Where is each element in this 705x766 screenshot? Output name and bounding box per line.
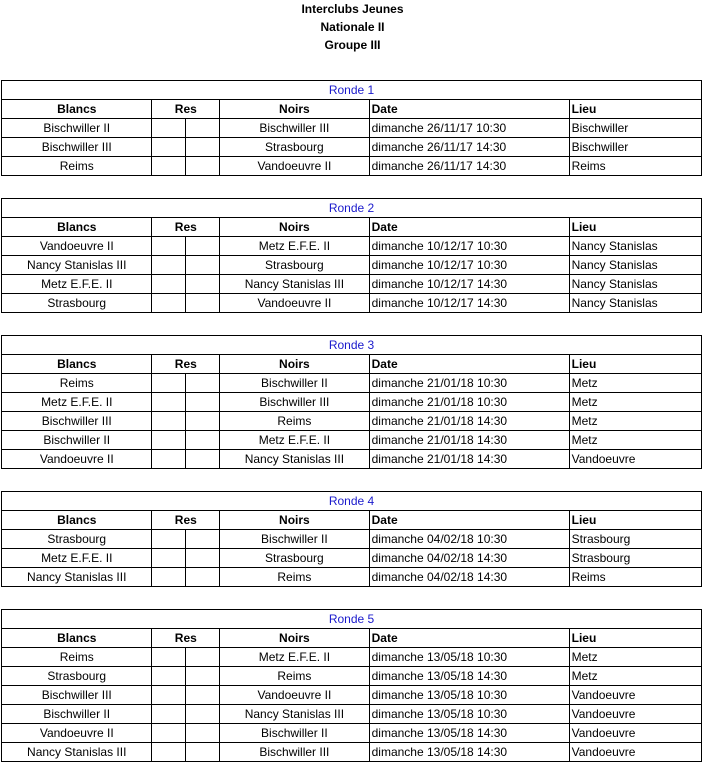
result-black bbox=[185, 568, 219, 587]
white-team: Vandoeuvre II bbox=[2, 724, 152, 743]
header-group: Groupe III bbox=[324, 38, 381, 52]
col-lieu: Lieu bbox=[569, 100, 701, 119]
match-row bbox=[2, 705, 702, 724]
match-venue: Strasbourg bbox=[569, 530, 701, 549]
black-team: Metz E.F.E. II bbox=[220, 648, 369, 667]
header-title: Interclubs Jeunes bbox=[301, 2, 404, 16]
result-black bbox=[185, 705, 219, 724]
match-row bbox=[2, 743, 702, 762]
col-res: Res bbox=[152, 355, 220, 374]
round-title-row bbox=[2, 492, 702, 511]
match-venue: Vandoeuvre bbox=[569, 705, 701, 724]
match-row bbox=[2, 138, 702, 157]
result-white bbox=[152, 393, 185, 412]
result-black bbox=[185, 374, 219, 393]
col-noirs: Noirs bbox=[220, 629, 369, 648]
match-row bbox=[2, 294, 702, 313]
result-white bbox=[152, 648, 185, 667]
result-white bbox=[152, 549, 185, 568]
match-date: dimanche 10/12/17 14:30 bbox=[369, 294, 569, 313]
col-res: Res bbox=[152, 629, 220, 648]
match-date: dimanche 21/01/18 10:30 bbox=[369, 393, 569, 412]
col-res: Res bbox=[152, 100, 220, 119]
match-venue: Vandoeuvre bbox=[569, 450, 701, 469]
white-team: Reims bbox=[2, 648, 152, 667]
result-white bbox=[152, 275, 185, 294]
match-venue: Nancy Stanislas bbox=[569, 294, 701, 313]
black-team: Metz E.F.E. II bbox=[220, 431, 369, 450]
schedule-table bbox=[1, 198, 702, 313]
match-row bbox=[2, 450, 702, 469]
column-header-row bbox=[2, 355, 702, 374]
white-team: Bischwiller II bbox=[2, 705, 152, 724]
col-blancs: Blancs bbox=[2, 511, 152, 530]
round-title-row bbox=[2, 610, 702, 629]
white-team: Bischwiller III bbox=[2, 686, 152, 705]
column-header-row bbox=[2, 511, 702, 530]
result-white bbox=[152, 294, 185, 313]
match-venue: Metz bbox=[569, 393, 701, 412]
white-team: Metz E.F.E. II bbox=[2, 393, 152, 412]
match-row bbox=[2, 724, 702, 743]
match-row bbox=[2, 530, 702, 549]
result-black bbox=[185, 138, 219, 157]
col-blancs: Blancs bbox=[2, 629, 152, 648]
result-black bbox=[185, 450, 219, 469]
result-black bbox=[185, 393, 219, 412]
white-team: Bischwiller II bbox=[2, 119, 152, 138]
result-white bbox=[152, 743, 185, 762]
result-black bbox=[185, 237, 219, 256]
col-blancs: Blancs bbox=[2, 218, 152, 237]
match-date: dimanche 21/01/18 14:30 bbox=[369, 412, 569, 431]
match-venue: Nancy Stanislas bbox=[569, 256, 701, 275]
round-5-table bbox=[1, 609, 702, 762]
col-lieu: Lieu bbox=[569, 511, 701, 530]
match-date: dimanche 21/01/18 14:30 bbox=[369, 431, 569, 450]
white-team: Metz E.F.E. II bbox=[2, 549, 152, 568]
black-team: Bischwiller III bbox=[220, 743, 369, 762]
match-date: dimanche 13/05/18 10:30 bbox=[369, 648, 569, 667]
result-black bbox=[185, 686, 219, 705]
match-venue: Nancy Stanislas bbox=[569, 237, 701, 256]
result-black bbox=[185, 530, 219, 549]
result-white bbox=[152, 705, 185, 724]
match-row bbox=[2, 568, 702, 587]
result-white bbox=[152, 374, 185, 393]
result-white bbox=[152, 412, 185, 431]
col-blancs: Blancs bbox=[2, 100, 152, 119]
result-white bbox=[152, 138, 185, 157]
column-header-row bbox=[2, 100, 702, 119]
col-date: Date bbox=[369, 100, 569, 119]
match-row bbox=[2, 119, 702, 138]
result-white bbox=[152, 450, 185, 469]
round-4-table bbox=[1, 491, 702, 587]
result-black bbox=[185, 157, 219, 176]
match-date: dimanche 13/05/18 14:30 bbox=[369, 743, 569, 762]
white-team: Metz E.F.E. II bbox=[2, 275, 152, 294]
white-team: Reims bbox=[2, 157, 152, 176]
result-white bbox=[152, 431, 185, 450]
col-date: Date bbox=[369, 355, 569, 374]
result-black bbox=[185, 294, 219, 313]
white-team: Strasbourg bbox=[2, 667, 152, 686]
white-team: Nancy Stanislas III bbox=[2, 256, 152, 275]
round-1-table bbox=[1, 80, 702, 176]
match-venue: Vandoeuvre bbox=[569, 743, 701, 762]
match-date: dimanche 10/12/17 14:30 bbox=[369, 275, 569, 294]
col-res: Res bbox=[152, 218, 220, 237]
round-title: Ronde 3 bbox=[2, 336, 702, 355]
result-black bbox=[185, 724, 219, 743]
schedule-table bbox=[1, 80, 702, 176]
white-team: Bischwiller II bbox=[2, 431, 152, 450]
round-title: Ronde 2 bbox=[2, 199, 702, 218]
result-black bbox=[185, 412, 219, 431]
col-noirs: Noirs bbox=[220, 218, 369, 237]
col-lieu: Lieu bbox=[569, 355, 701, 374]
white-team: Bischwiller III bbox=[2, 138, 152, 157]
col-noirs: Noirs bbox=[220, 100, 369, 119]
match-date: dimanche 21/01/18 10:30 bbox=[369, 374, 569, 393]
black-team: Nancy Stanislas III bbox=[220, 705, 369, 724]
match-date: dimanche 04/02/18 14:30 bbox=[369, 568, 569, 587]
match-date: dimanche 26/11/17 10:30 bbox=[369, 119, 569, 138]
result-black bbox=[185, 743, 219, 762]
result-white bbox=[152, 568, 185, 587]
col-blancs: Blancs bbox=[2, 355, 152, 374]
col-res: Res bbox=[152, 511, 220, 530]
result-black bbox=[185, 667, 219, 686]
col-date: Date bbox=[369, 511, 569, 530]
column-header-row bbox=[2, 218, 702, 237]
page-header bbox=[0, 0, 705, 54]
white-team: Bischwiller III bbox=[2, 412, 152, 431]
match-venue: Metz bbox=[569, 667, 701, 686]
black-team: Nancy Stanislas III bbox=[220, 275, 369, 294]
black-team: Vandoeuvre II bbox=[220, 294, 369, 313]
black-team: Bischwiller III bbox=[220, 393, 369, 412]
match-venue: Bischwiller bbox=[569, 119, 701, 138]
black-team: Bischwiller II bbox=[220, 374, 369, 393]
white-team: Strasbourg bbox=[2, 530, 152, 549]
match-date: dimanche 26/11/17 14:30 bbox=[369, 138, 569, 157]
match-row bbox=[2, 549, 702, 568]
match-venue: Metz bbox=[569, 374, 701, 393]
result-white bbox=[152, 237, 185, 256]
col-date: Date bbox=[369, 218, 569, 237]
schedule-table bbox=[1, 335, 702, 469]
result-white bbox=[152, 256, 185, 275]
match-row bbox=[2, 157, 702, 176]
match-venue: Metz bbox=[569, 431, 701, 450]
schedule-table bbox=[1, 609, 702, 762]
match-venue: Reims bbox=[569, 157, 701, 176]
match-date: dimanche 04/02/18 14:30 bbox=[369, 549, 569, 568]
match-venue: Metz bbox=[569, 648, 701, 667]
result-white bbox=[152, 119, 185, 138]
header-division: Nationale II bbox=[320, 20, 385, 34]
match-date: dimanche 13/05/18 14:30 bbox=[369, 724, 569, 743]
round-title: Ronde 4 bbox=[2, 492, 702, 511]
black-team: Bischwiller II bbox=[220, 530, 369, 549]
match-date: dimanche 10/12/17 10:30 bbox=[369, 256, 569, 275]
round-title-row bbox=[2, 199, 702, 218]
col-date: Date bbox=[369, 629, 569, 648]
match-row bbox=[2, 431, 702, 450]
match-venue: Strasbourg bbox=[569, 549, 701, 568]
result-black bbox=[185, 549, 219, 568]
round-title-row bbox=[2, 336, 702, 355]
match-row bbox=[2, 667, 702, 686]
black-team: Vandoeuvre II bbox=[220, 686, 369, 705]
match-date: dimanche 10/12/17 10:30 bbox=[369, 237, 569, 256]
match-venue: Vandoeuvre bbox=[569, 724, 701, 743]
match-row bbox=[2, 256, 702, 275]
white-team: Nancy Stanislas III bbox=[2, 743, 152, 762]
col-lieu: Lieu bbox=[569, 629, 701, 648]
white-team: Strasbourg bbox=[2, 294, 152, 313]
match-row bbox=[2, 237, 702, 256]
match-venue: Metz bbox=[569, 412, 701, 431]
round-title: Ronde 5 bbox=[2, 610, 702, 629]
match-row bbox=[2, 412, 702, 431]
match-date: dimanche 26/11/17 14:30 bbox=[369, 157, 569, 176]
match-venue: Vandoeuvre bbox=[569, 686, 701, 705]
match-date: dimanche 21/01/18 14:30 bbox=[369, 450, 569, 469]
black-team: Metz E.F.E. II bbox=[220, 237, 369, 256]
round-title: Ronde 1 bbox=[2, 81, 702, 100]
black-team: Reims bbox=[220, 667, 369, 686]
match-venue: Bischwiller bbox=[569, 138, 701, 157]
black-team: Strasbourg bbox=[220, 138, 369, 157]
result-black bbox=[185, 256, 219, 275]
result-white bbox=[152, 667, 185, 686]
white-team: Reims bbox=[2, 374, 152, 393]
result-white bbox=[152, 686, 185, 705]
result-black bbox=[185, 119, 219, 138]
col-noirs: Noirs bbox=[220, 511, 369, 530]
match-row bbox=[2, 686, 702, 705]
match-row bbox=[2, 393, 702, 412]
match-date: dimanche 04/02/18 10:30 bbox=[369, 530, 569, 549]
black-team: Strasbourg bbox=[220, 256, 369, 275]
black-team: Reims bbox=[220, 412, 369, 431]
match-venue: Nancy Stanislas bbox=[569, 275, 701, 294]
black-team: Bischwiller III bbox=[220, 119, 369, 138]
white-team: Vandoeuvre II bbox=[2, 237, 152, 256]
col-lieu: Lieu bbox=[569, 218, 701, 237]
result-white bbox=[152, 530, 185, 549]
result-white bbox=[152, 157, 185, 176]
col-noirs: Noirs bbox=[220, 355, 369, 374]
result-black bbox=[185, 431, 219, 450]
match-row bbox=[2, 275, 702, 294]
round-2-table bbox=[1, 198, 702, 313]
match-venue: Reims bbox=[569, 568, 701, 587]
match-row bbox=[2, 374, 702, 393]
black-team: Bischwiller II bbox=[220, 724, 369, 743]
match-date: dimanche 13/05/18 14:30 bbox=[369, 667, 569, 686]
match-date: dimanche 13/05/18 10:30 bbox=[369, 705, 569, 724]
black-team: Nancy Stanislas III bbox=[220, 450, 369, 469]
result-black bbox=[185, 275, 219, 294]
result-black bbox=[185, 648, 219, 667]
match-row bbox=[2, 648, 702, 667]
black-team: Vandoeuvre II bbox=[220, 157, 369, 176]
round-3-table bbox=[1, 335, 702, 469]
column-header-row bbox=[2, 629, 702, 648]
black-team: Strasbourg bbox=[220, 549, 369, 568]
round-title-row bbox=[2, 81, 702, 100]
schedule-table bbox=[1, 491, 702, 587]
match-date: dimanche 13/05/18 10:30 bbox=[369, 686, 569, 705]
black-team: Reims bbox=[220, 568, 369, 587]
result-white bbox=[152, 724, 185, 743]
white-team: Vandoeuvre II bbox=[2, 450, 152, 469]
white-team: Nancy Stanislas III bbox=[2, 568, 152, 587]
